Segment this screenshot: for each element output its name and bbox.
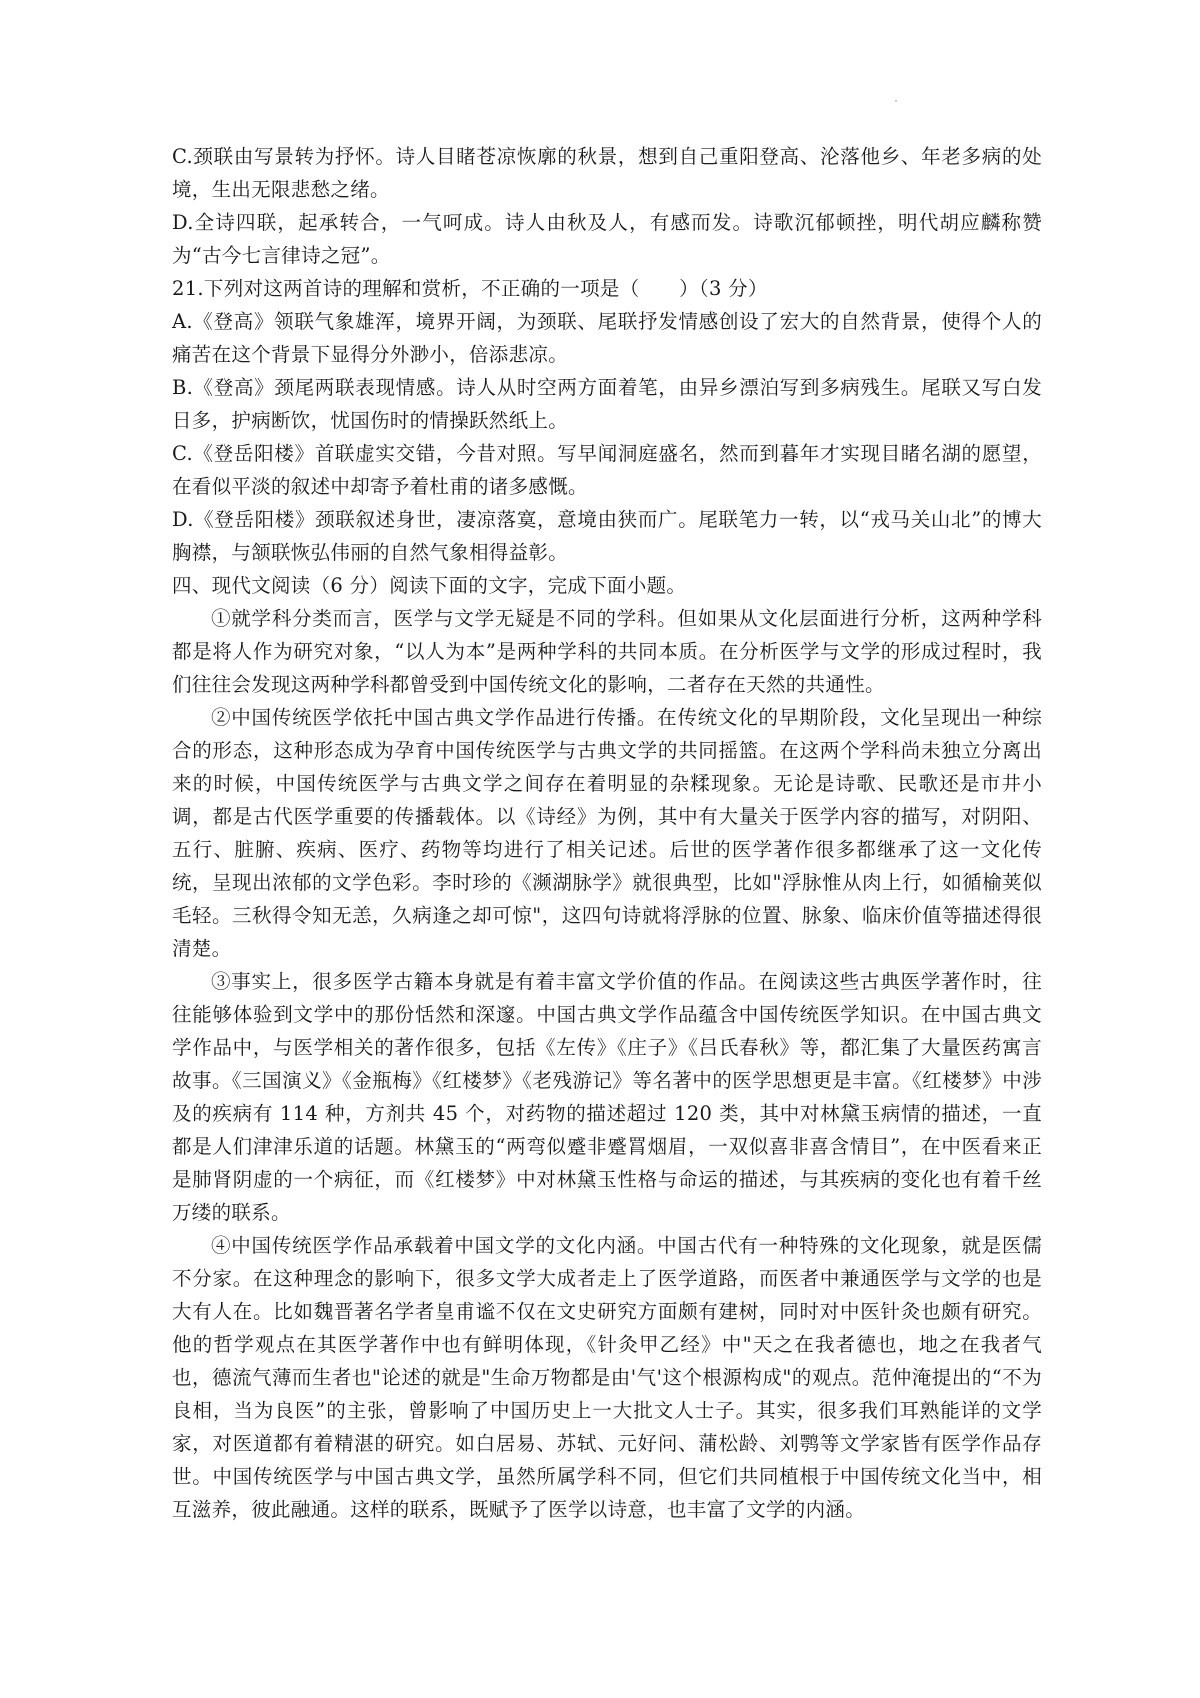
paragraph-4: ④中国传统医学作品承载着中国文学的文化内涵。中国古代有一种特殊的文化现象，就是医儒不分家。在这种理念的影响下，很多文学大成者走上了医学道路，而医者中兼通医学与文学的也是大有人在。比如魏晋著名学者皇甫谧不仅在文史研究方面颇有建树，同时对中医针灸也颇有研究。他的哲学观点在其医学著作中也有鲜明体现，《针灸甲乙经》中"天之在我者德也，地之在我者气也，德流气薄而生者也"论述的就是"生命万物都是由'气'这个根源构成"的观点。范仲淹提出的“不为良相，当为良医”的主张，曾影响了中国历史上一大批文人士子。其实，很多我们耳熟能详的文学家，对医道都有着精湛的研究。如白居易、苏轼、元好问、蒲松龄、刘鹗等文学家皆有医学作品存世。中国传统医学与中国古典文学，虽然所属学科不同，但它们共同植根于中国传统文化当中，相互滋养，彼此融通。这样的联系，既赋予了医学以诗意，也丰富了文学的内涵。 bbox=[172, 1234, 1042, 1521]
section-4-title: 四、现代文阅读（6 分）阅读下面的文字，完成下面小题。 bbox=[172, 574, 687, 597]
scan-speck bbox=[895, 100, 897, 102]
q21-option-d: D.《登岳阳楼》颈联叙述身世，凄凉落寞，意境由狭而广。尾联笔力一转，以“戎马关山北”的博大胸襟，与颔联恢弘伟丽的自然气象相得益彰。 bbox=[172, 508, 1042, 564]
q21-option-c: C.《登岳阳楼》首联虚实交错，今昔对照。写早闻洞庭盛名，然而到暮年才实现目睹名湖的愿望，在看似平淡的叙述中却寄予着杜甫的诸多感慨。 bbox=[172, 442, 1042, 498]
q21-stem: 21.下列对这两首诗的理解和赏析，不正确的一项是（ ）（3 分） bbox=[172, 277, 768, 300]
exam-page bbox=[172, 140, 1042, 1526]
q21-option-a: A.《登高》领联气象雄浑，境界开阔，为颈联、尾联抒发情感创设了宏大的自然背景，使得个人的痛苦在这个背景下显得分外渺小，倍添悲凉。 bbox=[172, 310, 1042, 366]
paragraph-1: ①就学科分类而言，医学与文学无疑是不同的学科。但如果从文化层面进行分析，这两种学科都是将人作为研究对象，“以人为本”是两种学科的共同本质。在分析医学与文学的形成过程时，我们往往会发现这两种学科都曾受到中国传统文化的影响，二者存在天然的共通性。 bbox=[172, 607, 1042, 696]
paragraph-3: ③事实上，很多医学古籍本身就是有着丰富文学价值的作品。在阅读这些古典医学著作时，往往能够体验到文学中的那份恬然和深邃。中国古典文学作品蕴含中国传统医学知识。在中国古典文学作品中，与医学相关的著作很多，包括《左传》《庄子》《吕氏春秋》等，都汇集了大量医药寓言故事。《三国演义》《金瓶梅》《红楼梦》《老残游记》等名著中的医学思想更是丰富。《红楼梦》中涉及的疾病有 114 种，方剂共 45 个，对药物的描述超过 120 类，其中对林黛玉病情的描述，一直都是人们津津乐道的话题。林黛玉的“两弯似蹙非蹙罥烟眉，一双似喜非喜含情目”，在中医看来正是肺肾阴虚的一个病征，而《红楼梦》中对林黛玉性格与命运的描述，与其疾病的变化也有着千丝万缕的联系。 bbox=[172, 970, 1042, 1224]
paragraph-2: ②中国传统医学依托中国古典文学作品进行传播。在传统文化的早期阶段，文化呈现出一种综合的形态，这种形态成为孕育中国传统医学与古典文学的共同摇篮。在这两个学科尚未独立分离出来的时候，中国传统医学与古典文学之间存在着明显的杂糅现象。无论是诗歌、民歌还是市井小调，都是古代医学重要的传播载体。以《诗经》为例，其中有大量关于医学内容的描写，对阴阳、五行、脏腑、疾病、医疗、药物等均进行了相关记述。后世的医学著作很多都继承了这一文化传统，呈现出浓郁的文学色彩。李时珍的《濒湖脉学》就很典型，比如"浮脉惟从肉上行，如循榆荚似毛轻。三秋得令知无恙，久病逢之却可惊"，这四句诗就将浮脉的位置、脉象、临床价值等描述得很清楚。 bbox=[172, 706, 1042, 960]
q20-option-c: C.颈联由写景转为抒怀。诗人目睹苍凉恢廓的秋景，想到自己重阳登高、沦落他乡、年老多病的处境，生出无限悲愁之绪。 bbox=[172, 145, 1042, 201]
q20-option-d: D.全诗四联，起承转合，一气呵成。诗人由秋及人，有感而发。诗歌沉郁顿挫，明代胡应麟称赞为“古今七言律诗之冠”。 bbox=[172, 211, 1042, 267]
q21-option-b: B.《登高》颈尾两联表现情感。诗人从时空两方面着笔，由异乡漂泊写到多病残生。尾联又写白发日多，护病断饮，忧国伤时的情操跃然纸上。 bbox=[172, 376, 1042, 432]
